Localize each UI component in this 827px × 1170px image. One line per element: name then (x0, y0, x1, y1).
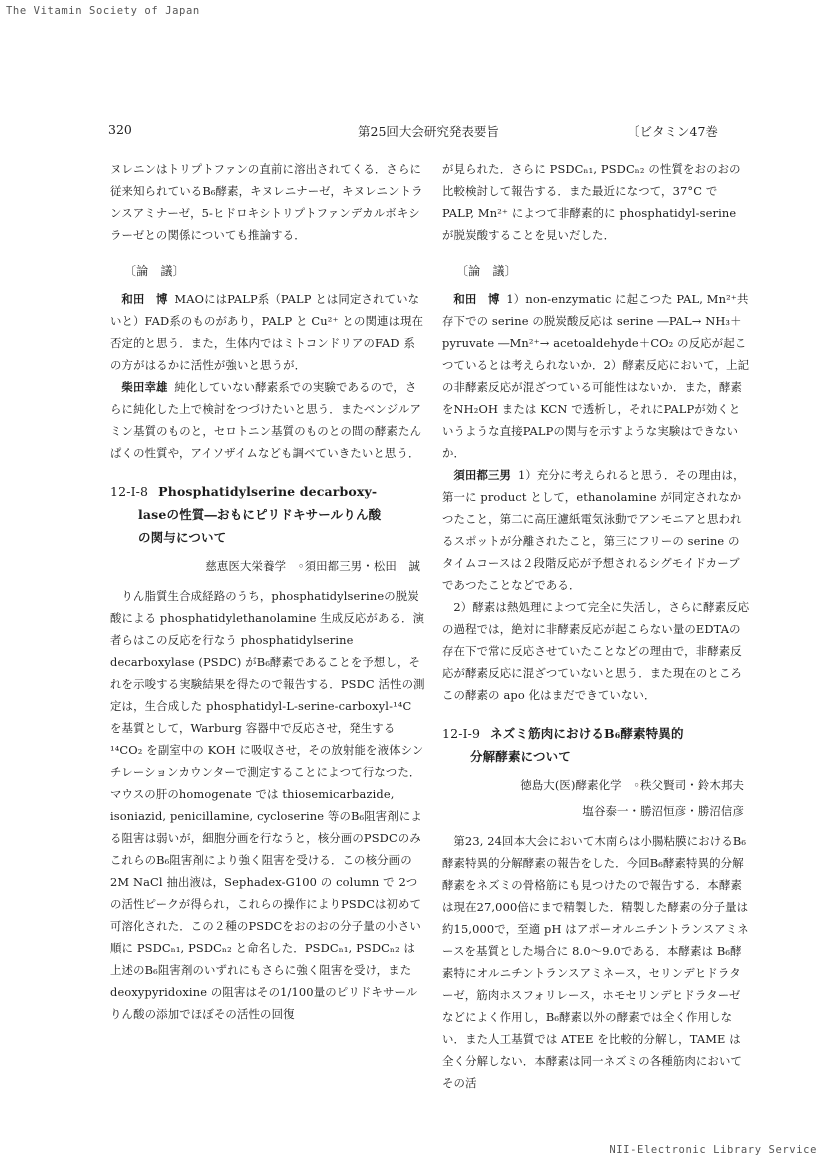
speaker-name: 和田 博 (453, 292, 500, 306)
discussion-text: 1）non-enzymatic に起こつた PAL, Mn²⁺共存下での serine の脱炭酸反応は serine ―PAL→ NH₃＋pyruvate ―Mn²⁺→ acetoaldehyde＋CO₂ の反応が起こつているとは考えられないか．2）酵素反応において，上記の非酵素反応が混ざつている可能性はないか．また，酵素をNH₂OH または KCN で透析し，それにPALPが効くというような直接PALPの関与を示すような実験はできないか． (442, 292, 750, 460)
discussion-entry (110, 288, 426, 376)
abstract-number: 12-Ⅰ-9 (442, 726, 481, 741)
right-column (442, 158, 750, 1094)
abstract-number: 12-Ⅰ-8 (110, 484, 149, 499)
footer-service-label: NII-Electronic Library Service (609, 1144, 817, 1156)
discussion-heading: 〔論 議〕 (456, 264, 517, 278)
abstract-title-line: Phosphatidylserine decarboxy- (158, 484, 378, 499)
abstract-title (442, 722, 750, 768)
discussion-text: 純化していない酵素系での実験であるので，さらに純化した上で検討をつづけたいと思う．またベンジルアミン基質のものと，セロトニン基質のものとの間の酵素たんぱくの性質や，アイソザイムなども調べていきたいと思う． (110, 380, 422, 460)
speaker-name: 須田都三男 (453, 468, 512, 482)
discussion-entry (442, 288, 750, 464)
continued-paragraph: ヌレニンはトリプトファンの直前に溶出されてくる．さらに従来知られているB₆酵素，キヌレニナーゼ，キヌレニントランスアミナーゼ，5-ヒドロキシトリプトファンデカルボキシラーゼとの関係についても推論する． (110, 162, 423, 242)
abstract-authors: 慈恵医大栄養学 ◦須田都三男・松田 誠 (205, 559, 420, 573)
abstract-title-line: 分解酵素について (470, 749, 571, 764)
discussion-text: MAOにはPALP系（PALP とは同定されていないと）FAD系のものがあり，PALP と Cu²⁺ との関連は現在否定的と思う．また，生体内ではミトコンドリアのFAD 系の方がはるかに活性が強いと思うが． (110, 292, 424, 372)
abstract-authors: 徳島大(医)酵素化学 ◦秩父賢司・鈴木邦夫 (520, 778, 744, 792)
discussion-heading: 〔論 議〕 (124, 264, 185, 278)
discussion-entry (110, 376, 426, 464)
left-column (110, 158, 426, 1025)
discussion-text: 2）酵素は熱処理によつて完全に失活し，さらに酵素反応の過程では，絶対に非酵素反応が起こらない量のEDTAの存在下で常に反応させていたことなどの理由で，非酵素反応が酵素反応に混ざつていないと思う．また現在のところこの酵素の apo 化はまだできていない． (442, 600, 750, 702)
abstract-body: 第23, 24回本大会において木南らは小腸粘膜におけるB₆酵素特異的分解酵素の報告をした．今回B₆酵素特異的分解酵素をネズミの骨格筋にも見つけたので報告する．本酵素は現在27,000倍にまで精製した．精製した酵素の分子量は約15,000で，至適 pH はアポーオルニチントランスアミネースを基質とした場合に 8.0〜9.0である．本酵素は B₆酵素特にオルニチントランスアミネース，セリンデヒドラターゼ，筋肉ホスフォリレース，ホモセリンデヒドラターゼなどによく作用し，B₆酵素以外の酵素では全く作用しない．また人工基質では ATEE を比較的分解し，TAME は全く分解しない．本酵素は同一ネズミの各種筋肉においてその活 (442, 834, 749, 1090)
page-number: 320 (108, 122, 132, 137)
abstract-authors: 塩谷泰一・勝沼恒彦・勝沼信彦 (582, 804, 744, 818)
abstract-title-line: laseの性質―おもにピリドキサールりん酸 (138, 507, 382, 522)
running-title: 第25回大会研究発表要旨 (358, 124, 499, 139)
discussion-entry (442, 464, 750, 596)
abstract-title-line: の関与について (138, 530, 227, 545)
continued-paragraph: が見られた．さらに PSDCₙ₁, PSDCₙ₂ の性質をおのおの比較検討して報告する．また最近になつて，37°C で PALP, Mn²⁺ によつて非酵素的に phosphatidyl-serine が脱炭酸することを見いだした． (442, 162, 741, 242)
archive-banner: The Vitamin Society of Japan (6, 5, 200, 17)
speaker-name: 和田 博 (121, 292, 168, 306)
journal-volume: 〔ビタミン47巻 (627, 124, 718, 139)
abstract-title (110, 480, 426, 549)
speaker-name: 柴田幸雄 (121, 380, 168, 394)
discussion-text: 1）充分に考えられると思う．その理由は，第一に product として，ethanolamine が同定されなかつたこと，第二に高圧濾紙電気泳動でアンモニアと思われるスポットが分離されたこと，第三にフリーの serine のタイムコースは２段階反応が予想されるシグモイドカーブであつたことなどである． (442, 468, 745, 592)
abstract-body: りん脂質生合成経路のうち，phosphatidylserineの脱炭酸による phosphatidylethanolamine 生成反応がある．演者らはこの反応を行なう phosphatidylserine decarboxylase (PSDC) がB₆酵素であることを予想し，それを示唆する実験結果を得たので報告する．PSDC 活性の測定は，生合成した phosphatidyl-L-serine-carboxyl-¹⁴C を基質として，Warburg 容器中で反応させ，発生する ¹⁴CO₂ を副室中の KOH に吸収させ，その放射能を液体シンチレーションカウンターで測定することによつて行なつた．マウスの肝のhomogenate では thiosemicarbazide, isoniazid, penicillamine, cycloserine 等のB₆阻害剤による阻害は弱いが，細胞分画を行なうと，核分画のPSDCのみこれらのB₆阻害剤により強く阻害を受ける．この核分画の 2M NaCl 抽出液は，Sephadex-G100 の column で 2つの活性ピークが得られ，これらの操作によりPSDCは初めて可溶化された．この２種のPSDCをおのおの分子量の小さい順に PSDCₙ₁, PSDCₙ₂ と命名した．PSDCₙ₁, PSDCₙ₂ は上述のB₆阻害剤のいずれにもさらに強く阻害を受け，また deoxypyridoxine の阻害はその1/100量のピリドキサールりん酸の添加でほぼその活性の回復 (110, 589, 425, 1021)
abstract-title-line: ネズミ筋肉におけるB₆酵素特異的 (490, 726, 684, 741)
